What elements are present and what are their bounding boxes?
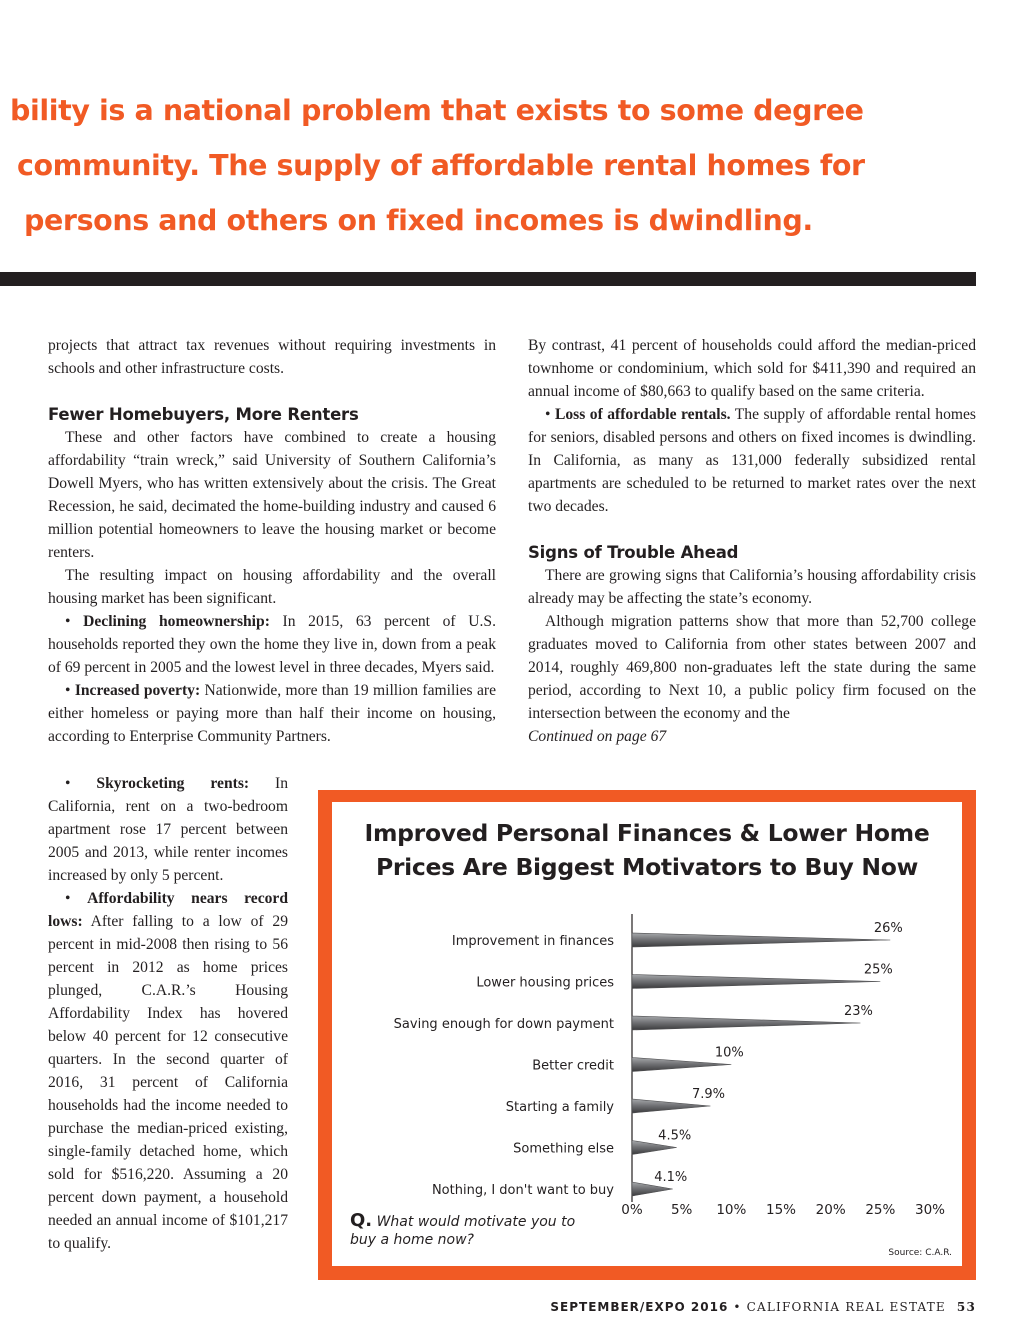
category-label: Better credit — [532, 1058, 614, 1074]
category-label: Saving enough for down payment — [393, 1017, 614, 1032]
x-tick-label: 30% — [914, 1202, 946, 1218]
chart-bar — [632, 1016, 860, 1030]
bullet-skyrocketing-rents: • Skyrocketing rents: In California, rent on a two-bedroom apartment rose 17 percent between 2005 and 2013, while renter incomes increased by only 5 percent. — [48, 775, 289, 884]
right-column — [528, 334, 976, 748]
left-paragraph-2: These and other factors have combined to create a housing affordability “train wreck,” said University of Southern California’s Dowell Myers, who has written extensively about the crisis. The Great Recession, he said, decimated the home-building industry and caused 6 million potential homeowners to leave the housing market or become renters. — [48, 429, 496, 561]
bullet-text: After falling to a low of 29 percent in mid-2008 then rising to 56 percent in 2012 as home prices plunged, C.A.R.’s Housing Affordability Index has hovered below 40 percent for 12 consecutive quarters. In the second quarter of 2016, 31 percent of California households had the income needed to purchase the median-priced existing, single-family detached home, which sold for $516,220. Assuming a 20 percent down payment, a household needed an annual income of $101,217 to qualify. — [48, 913, 288, 1252]
value-label: 25% — [863, 962, 893, 978]
bullet-label: Affordability nears record lows: — [48, 890, 289, 930]
page-footer — [550, 1300, 976, 1314]
footer-issue: SEPTEMBER/EXPO 2016 — [550, 1300, 729, 1314]
chart-bar — [632, 975, 880, 989]
bullet-label: Skyrocketing rents: — [96, 775, 250, 792]
pull-quote-line-2: community. The supply of affordable rental homes for — [17, 149, 865, 182]
pull-quote-line-3: persons and others on fixed incomes is dwindling. — [24, 204, 813, 237]
category-label: Nothing, I don't want to buy — [431, 1183, 614, 1198]
question-mark: Q. — [350, 1210, 373, 1231]
bullet-affordability-lows: • Affordability nears record lows: After falling to a low of 29 percent in mid-2008 then rising to 56 percent in 2012 as home prices plunged, C.A.R.’s Housing Affordability Index has hovered below 40 percent for 12 consecutive quarters. In the second quarter of 2016, 31 percent of California households had the income needed to purchase the median-priced existing, single-family detached home, which sold for $516,220. Assuming a 20 percent down payment, a household needed an annual income of $101,217 to qualify. — [48, 890, 289, 1252]
bullet-text: Nationwide, more than 19 million families are either homeless or paying more than half their income on housing, according to Enterprise Community Partners. — [48, 682, 497, 745]
footer-bullet: • — [733, 1300, 742, 1314]
chart-panel — [332, 802, 962, 1266]
value-label: 4.1% — [654, 1170, 688, 1185]
x-tick-label: 20% — [815, 1202, 846, 1218]
bullet-text: The supply of affordable rental homes for seniors, disabled persons and others on fixed incomes is dwindling. In California, as many as 131,000 federally subsidized rental apartments are scheduled to be returned to market rates over the next two decades. — [528, 406, 977, 515]
continued-note — [528, 725, 976, 748]
question-text: What would motivate you to buy a home now? — [350, 1214, 576, 1248]
category-label: Improvement in finances — [451, 934, 614, 949]
chart-frame — [318, 790, 976, 1280]
bullet-text: In 2015, 63 percent of U.S. households reported they own the home they live in, down from a peak of 69 percent in 2005 and the lowest level in three decades, Myers said. — [48, 613, 496, 676]
category-label: Something else — [513, 1141, 614, 1157]
x-tick-label: 0% — [621, 1202, 643, 1218]
left-paragraph-1: projects that attract tax revenues without requiring investments in schools and other infrastructure costs. — [48, 337, 496, 377]
value-label: 26% — [873, 921, 903, 936]
divider-rule — [0, 272, 976, 286]
bullet-loss-affordable-rentals: • Loss of affordable rentals. The supply of affordable rental homes for seniors, disabled persons and others on fixed incomes is dwindling. In California, as many as 131,000 federally subsidized rental apartments are scheduled to be returned to market rates over the next two decades. — [528, 406, 977, 515]
chart-question — [350, 1212, 600, 1249]
value-label: 7.9% — [691, 1087, 725, 1102]
left-column-narrow — [48, 772, 288, 1255]
page-number: 53 — [956, 1300, 976, 1314]
footer-magazine: CALIFORNIA REAL ESTATE — [746, 1300, 946, 1314]
chart-source: Source: C.A.R. — [888, 1248, 952, 1258]
bullet-declining-homeownership: • Declining homeownership: In 2015, 63 percent of U.S. households reported they own the home they live in, down from a peak of 69 percent in 2005 and the lowest level in three decades, Myers said. — [48, 613, 496, 676]
bullet-label: Loss of affordable rentals. — [554, 406, 731, 423]
x-tick-label: 10% — [716, 1202, 747, 1218]
pull-quote-line-1: bility is a national problem that exists to some degree — [10, 94, 864, 127]
heading-fewer-homebuyers: Fewer Homebuyers, More Renters — [48, 405, 359, 424]
continued-text: Continued on page 67 — [528, 728, 667, 745]
bullet-increased-poverty: • Increased poverty: Nationwide, more than 19 million families are either homeless or paying more than half their income on housing, according to Enterprise Community Partners. — [48, 682, 497, 745]
heading-signs-of-trouble: Signs of Trouble Ahead — [528, 543, 739, 562]
x-tick-label: 25% — [865, 1202, 896, 1218]
bullet-text: In California, rent on a two-bedroom apartment rose 17 percent between 2005 and 2013, while renter incomes increased by only 5 percent. — [48, 775, 289, 884]
bullet-label: Declining homeownership: — [83, 613, 270, 630]
value-label: 23% — [844, 1004, 873, 1019]
category-label: Lower housing prices — [476, 975, 614, 991]
x-tick-label: 15% — [765, 1202, 797, 1218]
chart-bar — [632, 933, 890, 947]
bullet-label: Increased poverty: — [74, 682, 201, 699]
left-column — [48, 334, 496, 748]
left-paragraph-3: The resulting impact on housing affordability and the overall housing market has been significant. — [48, 567, 496, 607]
right-paragraph-1: By contrast, 41 percent of households could afford the median-priced townhome or condominium, which sold for $411,390 and required an annual income of $80,663 to qualify based on the same criteria. — [528, 337, 976, 400]
value-label: 4.5% — [658, 1128, 692, 1144]
category-label: Starting a family — [505, 1100, 614, 1115]
right-paragraph-3: Although migration patterns show that more than 52,700 college graduates moved to California from other states between 2007 and 2014, roughly 469,800 non-graduates left the state during the same period, according to Next 10, a public policy firm focused on the intersection between the economy and the — [528, 613, 976, 722]
chart-title-line-1: Improved Personal Finances & Lower Home — [364, 819, 930, 847]
chart-title-line-2: Prices Are Biggest Motivators to Buy Now — [375, 853, 919, 881]
x-tick-label: 5% — [670, 1202, 693, 1218]
value-label: 10% — [714, 1045, 744, 1061]
right-paragraph-2: There are growing signs that California’s housing affordability crisis already may be affecting the state’s economy. — [528, 567, 976, 607]
bar-chart — [332, 802, 962, 1266]
